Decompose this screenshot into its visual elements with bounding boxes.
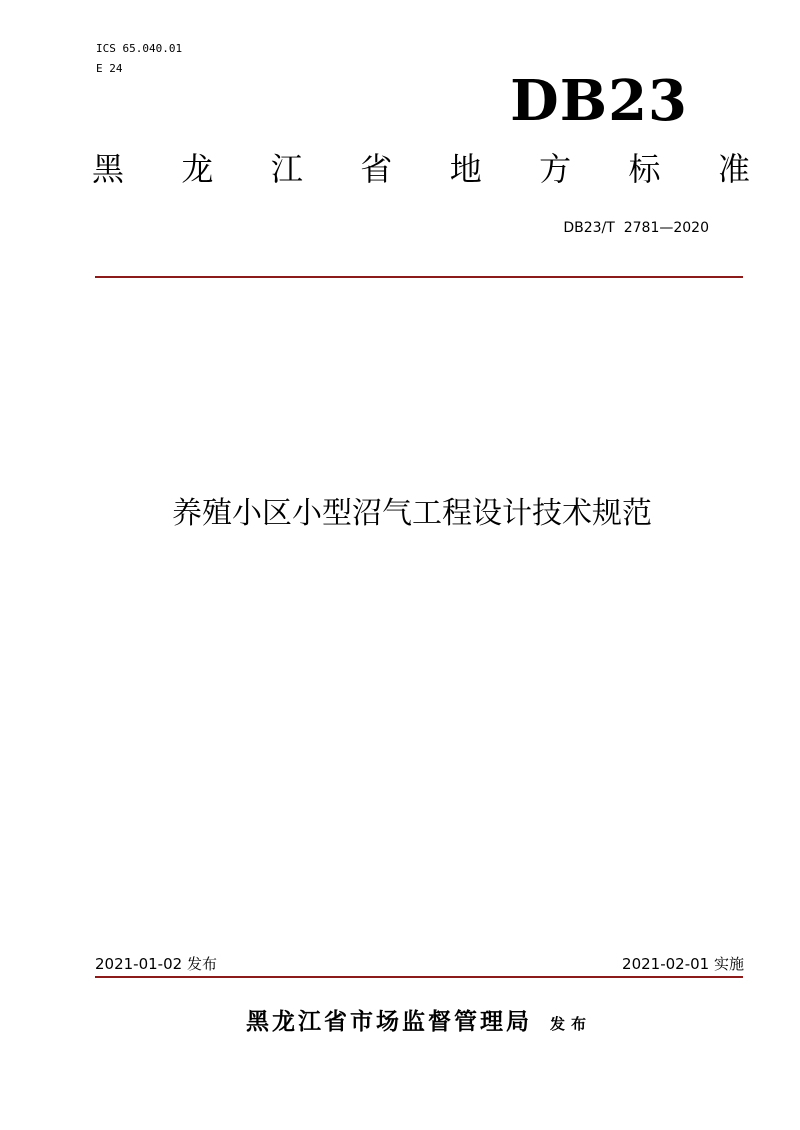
publisher-name: 黑龙江省市场监督管理局 — [245, 1008, 532, 1035]
publish-date: 2021-01-02 发布 — [95, 955, 217, 973]
standard-type-char: 黑 — [92, 150, 125, 188]
standard-type-char: 方 — [539, 150, 572, 188]
publisher-action: 发布 — [549, 1015, 592, 1033]
standard-type-char: 龙 — [181, 150, 214, 188]
ics-code: ICS 65.040.01 — [96, 42, 183, 55]
bottom-divider — [95, 976, 743, 978]
standard-type-char: 地 — [449, 150, 482, 188]
document-title: 养殖小区小型沼气工程设计技术规范 — [172, 496, 652, 531]
standard-type-char: 江 — [270, 150, 303, 188]
standard-number: DB23/T 2781—2020 — [563, 220, 709, 236]
category-code: E 24 — [96, 62, 123, 75]
db-code-logo: DB23 — [510, 68, 688, 134]
standard-type-char: 省 — [360, 150, 393, 188]
publisher-line — [0, 1006, 800, 1040]
effective-date: 2021-02-01 实施 — [622, 955, 744, 973]
standard-type-char: 准 — [717, 150, 750, 188]
standard-type-heading — [92, 148, 750, 190]
top-divider — [95, 276, 743, 278]
standard-type-char: 标 — [628, 150, 661, 188]
